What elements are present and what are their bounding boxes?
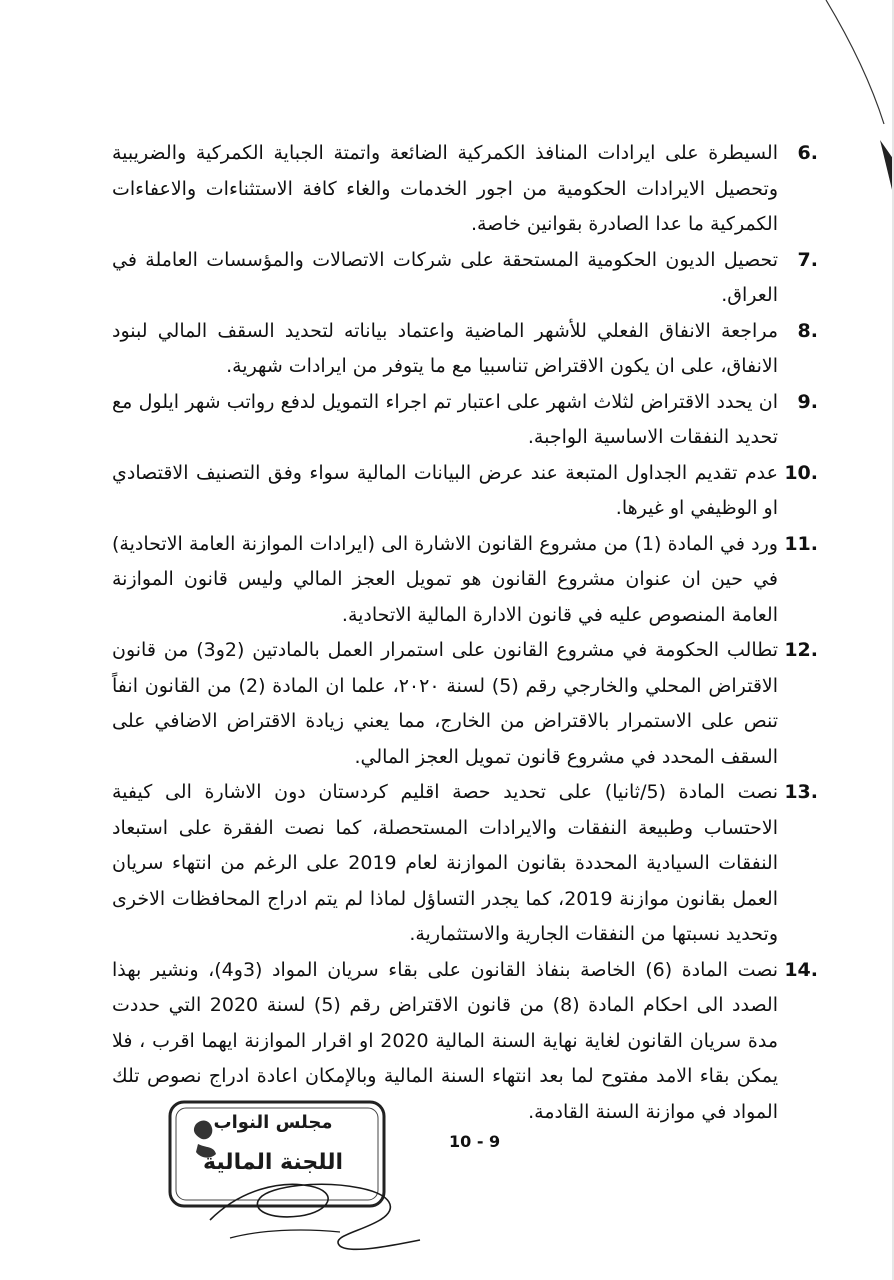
item-number: 8.	[797, 319, 818, 342]
list-item	[112, 527, 818, 634]
item-text: عدم تقديم الجداول المتبعة عند عرض البيانات المالية سواء وفق التصنيف الاقتصادي او الوظيفي او غيرها.	[112, 461, 778, 519]
observations-list	[112, 136, 818, 1130]
page-number: 10 - 9	[449, 1132, 501, 1151]
item-number: 6.	[797, 142, 818, 164]
item-text: السيطرة على ايرادات المنافذ الكمركية الضائعة واتمتة الجباية الكمركية والضريبية وتحصيل الايرادات الحكومية من اجور الخدمات والغاء كافة الاستثناءات والاعفاءات الكمركية ما عدا الصادرة بقوانين خاصة.	[112, 142, 778, 235]
committee-stamp	[166, 1098, 388, 1210]
item-text: مراجعة الانفاق الفعلي للأشهر الماضية واعتماد بياناته لتحديد السقف المالي لبنود الانفاق، على ان يكون الاقتراض تناسبيا مع ما يتوفر من ايرادات شهرية.	[112, 319, 778, 377]
item-number: 11.	[784, 532, 818, 555]
stamp-line-committee: اللجنة المالية	[202, 1150, 343, 1175]
list-item	[112, 385, 818, 456]
item-text: ورد في المادة (1) من مشروع القانون الاشارة الى (ايرادات الموازنة العامة الاتحادية) في حين ان عنوان مشروع القانون هو تمويل العجز المالي وليس قانون الموازنة العامة المنصوص عليه في قانون الادارة المالية الاتحادية.	[112, 532, 778, 626]
item-number: 7.	[797, 248, 818, 271]
item-number: 9.	[797, 390, 818, 413]
item-number: 13.	[784, 781, 818, 803]
item-number: 10.	[784, 461, 818, 484]
list-item	[112, 136, 818, 243]
item-text: نصت المادة (6) الخاصة بنفاذ القانون على بقاء سريان المواد (3و4)، ونشير بهذا الصدد الى احكام المادة (8) من قانون الاقتراض رقم (5) لسنة 2020 التي حددت مدة سريان القانون لغاية نهاية السنة المالية 2020 او اقرار الموازنة ايهما اقرب ، فلا يمكن بقاء الامد مفتوح لما بعد انتهاء السنة المالية وبالإمكان اعادة ادراج نصوص تلك المواد في موازنة السنة القادمة.	[112, 958, 779, 1123]
item-text: ان يحدد الاقتراض لثلاث اشهر على اعتبار تم اجراء التمويل لدفع رواتب شهر ايلول مع تحديد النفقات الاساسية الواجبة.	[112, 390, 778, 448]
list-item	[112, 633, 818, 775]
list-item	[112, 243, 818, 314]
item-text: تحصيل الديون الحكومية المستحقة على شركات الاتصالات والمؤسسات العاملة في العراق.	[112, 248, 778, 306]
list-item	[112, 775, 818, 953]
stamp-line-parliament: مجلس النواب	[213, 1112, 333, 1133]
item-number: 12.	[784, 639, 818, 661]
item-text: نصت المادة (5/ثانيا) على تحديد حصة اقليم كردستان دون الاشارة الى كيفية الاحتساب وطبيعة النفقات والايرادات المستحصلة، كما نصت الفقرة على استبعاد النفقات السيادية المحددة بقانون الموازنة لعام 2019 على الرغم من انتهاء سريان العمل بقانون موازنة 2019، كما يجدر التساؤل لماذا لم يتم ادراج المحافظات الاخرى وتحديد نسبتها من النفقات الجارية والاستثمارية.	[112, 781, 779, 945]
item-number: 14.	[784, 958, 818, 981]
list-item	[112, 456, 818, 527]
item-text: تطالب الحكومة في مشروع القانون على استمرار العمل بالمادتين (2و3) من قانون الاقتراض المحلي والخارجي رقم (5) لسنة ٢٠٢٠، علما ان المادة (2) من القانون انفاً تنص على الاستمرار بالاقتراض من الخارج، مما يعني زيادة الاقتراض الاضافي على السقف المحدد في مشروع قانون تمويل العجز المالي.	[112, 639, 779, 768]
list-item	[112, 314, 818, 385]
